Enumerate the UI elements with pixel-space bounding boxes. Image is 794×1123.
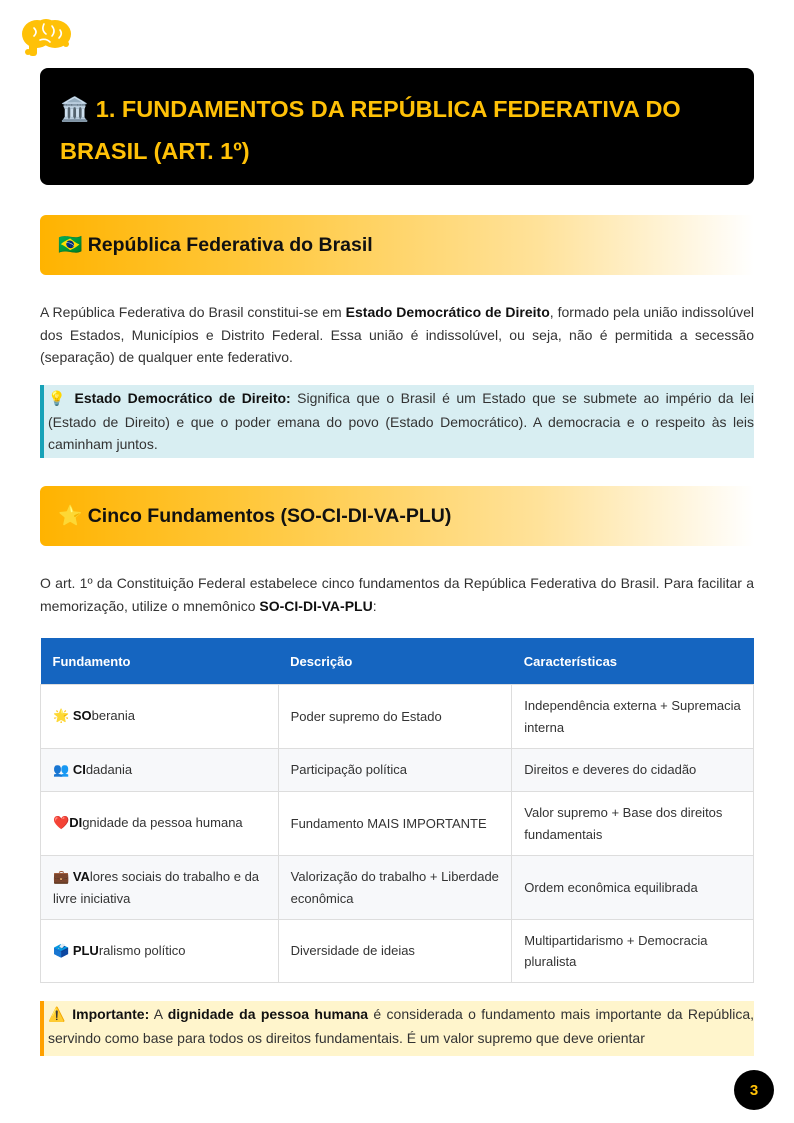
ballot-box-icon: 🗳️ <box>53 943 70 959</box>
fundamento-cell: 🗳️ PLUralismo político <box>41 920 279 983</box>
caracteristicas-cell: Ordem econômica equilibrada <box>512 856 754 920</box>
fundamento-cell: 🌟 SOberania <box>41 685 279 749</box>
republica-paragraph: A República Federativa do Brasil constitui-se em Estado Democrático de Direito, formado pela união indissolúvel dos Estados, Municípios e Distrito Federal. Essa união é indissolúvel, ou seja, não é permitida a secessão (separação) de qualquer ente federativo. <box>40 304 755 365</box>
fundamentos-table <box>40 638 754 983</box>
table-row <box>41 792 754 856</box>
building-icon: 🏛️ <box>60 95 90 123</box>
caracteristicas-cell: Direitos e deveres do cidadão <box>512 749 754 792</box>
caracteristicas-cell: Multipartidarismo + Democracia pluralista <box>512 920 754 983</box>
lightbulb-icon: 💡 <box>48 391 69 407</box>
warning-icon: ⚠️ <box>48 1007 67 1023</box>
table-row <box>41 749 754 792</box>
fundamento-cell: 👥 CIdadania <box>41 749 279 792</box>
people-icon: 👥 <box>53 762 70 778</box>
caracteristicas-cell: Valor supremo + Base dos direitos fundamentais <box>512 792 754 856</box>
fundamento-cell: 💼 VAlores sociais do trabalho e da livre iniciativa <box>41 856 279 920</box>
briefcase-icon: 💼 <box>53 869 70 885</box>
section-fundamentos-heading <box>40 486 754 546</box>
brain-logo-icon <box>20 16 74 60</box>
importante-callout: ⚠️ Importante: A dignidade da pessoa humana é considerada o fundamento mais importante da República, servindo como base para todos os direitos fundamentais. É um valor supremo que deve orientar <box>40 1001 754 1056</box>
section-republica-title: República Federativa do Brasil <box>87 234 373 256</box>
glowing-star-icon: 🌟 <box>53 709 70 725</box>
heart-icon: ❤️ <box>53 816 70 832</box>
chapter-title-box <box>40 68 754 185</box>
chapter-title-text: 1. FUNDAMENTOS DA REPÚBLICA FEDERATIVA DO BRASIL (ART. 1º) <box>60 96 681 164</box>
table-row <box>41 685 754 749</box>
star-icon: ⭐ <box>58 504 83 527</box>
header-descricao: Descrição <box>278 638 512 685</box>
section-fundamentos-title: Cinco Fundamentos (SO-CI-DI-VA-PLU) <box>87 505 452 527</box>
descricao-cell: Poder supremo do Estado <box>278 685 512 749</box>
fundamento-cell: ❤️DIgnidade da pessoa humana <box>41 792 279 856</box>
estado-democratico-callout <box>40 385 754 458</box>
descricao-cell: Fundamento MAIS IMPORTANTE <box>278 792 512 856</box>
brazil-flag-icon: 🇧🇷 <box>58 233 83 256</box>
table-header-row <box>41 638 754 685</box>
table-row <box>41 856 754 920</box>
header-caracteristicas: Características <box>512 638 754 685</box>
descricao-cell: Valorização do trabalho + Liberdade econômica <box>278 856 512 920</box>
chapter-title <box>60 88 734 172</box>
page-number-badge: 3 <box>734 1070 774 1110</box>
callout-text: Significa que o Brasil é um Estado que se submete ao império da lei (Estado de Direito) e que o poder emana do povo (Estado Democrático). A democracia e o respeito às leis caminham juntos. <box>48 390 754 452</box>
callout-label: Estado Democrático de Direito: <box>74 390 291 406</box>
descricao-cell: Diversidade de ideias <box>278 920 512 983</box>
header-fundamento: Fundamento <box>41 638 279 685</box>
caracteristicas-cell: Independência externa + Supremacia interna <box>512 685 754 749</box>
table-row <box>41 920 754 983</box>
fundamentos-paragraph: O art. 1º da Constituição Federal estabelece cinco fundamentos da República Federativa do Brasil. Para facilitar a memorização, utilize o mnemônico SO-CI-DI-VA-PLU: <box>40 575 754 614</box>
section-republica-heading <box>40 215 754 275</box>
descricao-cell: Participação política <box>278 749 512 792</box>
